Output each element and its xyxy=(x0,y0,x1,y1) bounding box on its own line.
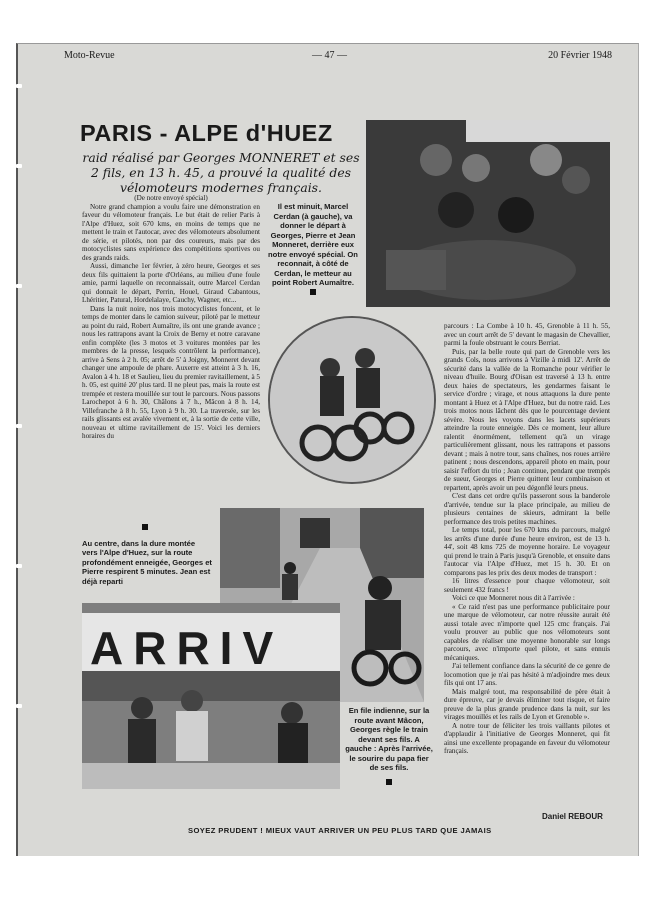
paragraph: Mais malgré tout, ma responsabilité de père était à dure épreuve, car je devais éliminer tout risque, et faire preuve de la plus grande prudence dans la nuit, sur les virages mouillés et les rails de Lyon et Grenoble ». xyxy=(444,687,610,721)
byline: (De notre envoyé spécial) xyxy=(134,194,208,202)
page-number: — 47 — xyxy=(312,50,347,61)
paragraph: « Ce raid n'est pas une performance publicitaire pour une marque de vélomoteur, car notre réussite aurait été aussi totale avec n'importe quel 125 cmc français. J'ai voulu prouver au public que nos vélomoteurs sont capables de réaliser une moyenne honorable sur longs parcours, avec n'importe quel pilote, et sans ennuis mécaniques. xyxy=(444,602,610,662)
photo-depart-minuit xyxy=(366,120,610,307)
paragraph: A notre tour de féliciter les trois vaillants pilotes et d'applaudir à l'initiative de Georges Monneret, qui fit ainsi une excellente propagande en faveur du vélomoteur français. xyxy=(444,721,610,755)
paragraph: Aussi, dimanche 1er février, à zéro heure, Georges et ses deux fils quittaient la porte d'Orléans, au milieu d'une foule amie, parmi laquelle on reconnaissait, outre Marcel Cerdan qui donnait le départ, Perrin, Houel, Giraud Cabantous, Lhéritier, Patural, Hordelalaye, Cauchy, Wagner, etc... xyxy=(82,262,260,304)
paragraph: J'ai tellement confiance dans la sécurité de ce genre de locomotion que je n'ai pas hésité à m'adjoindre mes deux fils qui ont 17 ans. xyxy=(444,662,610,687)
paragraph: C'est dans cet ordre qu'ils passeront sous la banderole d'arrivée, tendue sur la place principale, au milieu de plusieurs centaines de skieurs, admirant la belle performance des trois petites machines. xyxy=(444,492,610,526)
paragraph: Notre grand champion a voulu faire une démonstration en faveur du vélomoteur français. Le but était de relier Paris à l'Alpe d'Huez, soit 670 kms, en moins de temps que ne mettent le train et l'autocar, avec des vélomoteurs absolument de série, et pilotés, non par des coureurs, mais par des motocyclistes sans expérience des compétitions sportives ou des grands raids. xyxy=(82,202,260,262)
paragraph: 16 litres d'essence pour chaque vélomoteur, soit seulement 432 francs ! xyxy=(444,577,610,594)
text-column-1 xyxy=(82,194,260,441)
caption-file-indienne: En file indienne, sur la route avant Mâcon, Georges règle le train devant ses fils. A gauche : Après l'arrivée, le sourire du papa fier de ses fils. xyxy=(344,706,434,787)
article-title: PARIS - ALPE d'HUEZ xyxy=(80,120,333,146)
article-subtitle: raid réalisé par Georges MONNERET et ses 2 fils, en 13 h. 45, a prouvé la qualité des vélomoteurs modernes français. xyxy=(82,150,360,195)
footer-slogan: SOYEZ PRUDENT ! MIEUX VAUT ARRIVER UN PEU PLUS TARD QUE JAMAIS xyxy=(188,826,492,835)
photo-montee-enneigee xyxy=(268,316,436,484)
end-square-icon xyxy=(310,289,316,295)
issue-date: 20 Février 1948 xyxy=(548,50,612,61)
paragraph: Puis, par la belle route qui part de Grenoble vers les grands Cols, nous arrivons à Vizille à midi 12'. Arrêt de sécurité dans la vallée de la Romanche pour vérifier le niveau d'huile. Bourg d'Oisan est traversé à 13 h. entre deux haies de spectateurs, les gendarmes faisant le service d'ordre ; virage, et nous attaquons la dure pente montant à Huez et à l'Alpe d'Huez, but du notre raid. Les trois motos nous lâchent dès que le pourcentage devient sévère. Nous les voyons dans les lacets supérieurs atteindre la route enneigée. Dès ce moment, leur allure ralentit énormément, tellement qu'à un virage particulièrement glissant, nous les rattrapons et passons devant ; mais à notre tour, sans chaînes, nos roues arrière patinent ; nous descendons, appareil photo en main, pour saisir l'effort du trio ; Jean continue, pendant que trempés de sueur, Georges et Pierre quittent leur combinaison et repartent, après avoir un peu dégonflé leurs pneus. xyxy=(444,347,610,492)
caption-depart: Il est minuit, Marcel Cerdan (à gauche), va donner le départ à Georges, Pierre et Jean Monneret, derrière eux notre envoyé spécial. On reconnait, à côté de Cerdan, le metteur au point Robert Aumaître. xyxy=(268,202,358,297)
banner-text: ARRIV xyxy=(90,622,284,674)
paragraph: Voici ce que Monneret nous dit à l'arrivée : xyxy=(452,594,575,602)
running-header xyxy=(64,50,612,64)
author-signature: Daniel REBOUR xyxy=(542,812,603,821)
text-column-3 xyxy=(444,322,610,756)
paragraph: Dans la nuit noire, nos trois motocyclistes foncent, et le temps de monter dans le camion suiveur, piloté par le metteur au point du raid, Robert Aumaître, ils ont une grande avance ; nous les rattrapons avant la Croix de Berny et notre caravane enfin complète (les 3 motos et 3 voitures montées par les membres de la presse, lesquels contrôlent la performance), arrive à Sens à 2 h. 05; arrêt de 5' à Joigny, Monneret devant changer une ampoule de phare. Auxerre est atteint à 3 h. 16, Avalon à 4 h. 18 et Saulieu, lieu du premier ravitaillement, à 5 h. 05, est quitté 20' plus tard. Il ne pleut pas, mais la route est trempée et restera mouillée sur tout le parcours. Nous passons Larochepot à 6 h. 30, Châlons à 7 h., Mâcon à 8 h. 14, Villefranche à 8 h. 55, Lyon à 9 h. 30. La traversée, sur les rails glissants est avalée vivement et, à la sortie de cette ville, nouveau et ultime ravitaillement de 15'. Voici les derniers horaires du xyxy=(82,304,260,440)
photo-arrivee xyxy=(82,603,340,789)
magazine-name: Moto-Revue xyxy=(64,50,115,61)
caption-montee: Au centre, dans la dure montée vers l'Alpe d'Huez, sur la route profondément enneigée, Georges et Pierre respirent 5 minutes. Jean est déjà reparti xyxy=(82,524,212,586)
start-square-icon xyxy=(142,524,148,530)
paragraph: Le temps total, pour les 670 kms du parcours, malgré les arrêts d'une durée d'une heure environ, est de 13 h. 44', soit 48 kms 725 de moyenne horaire. Le voyageur qui prend le train à Paris jusqu'à Grenoble, et ensuite dans l'autocar via l'Alpe d'Huez, met 15 h. 30. Et on comparons pas les prix des deux modes de transport : xyxy=(444,526,610,577)
end-square-icon xyxy=(386,779,392,785)
paragraph: parcours : La Combe à 10 h. 45, Grenoble à 11 h. 55, avec un court arrêt de 5' devant le magasin de Chevallier, parmi la foule obstruant le cours Berriat. xyxy=(444,322,610,347)
